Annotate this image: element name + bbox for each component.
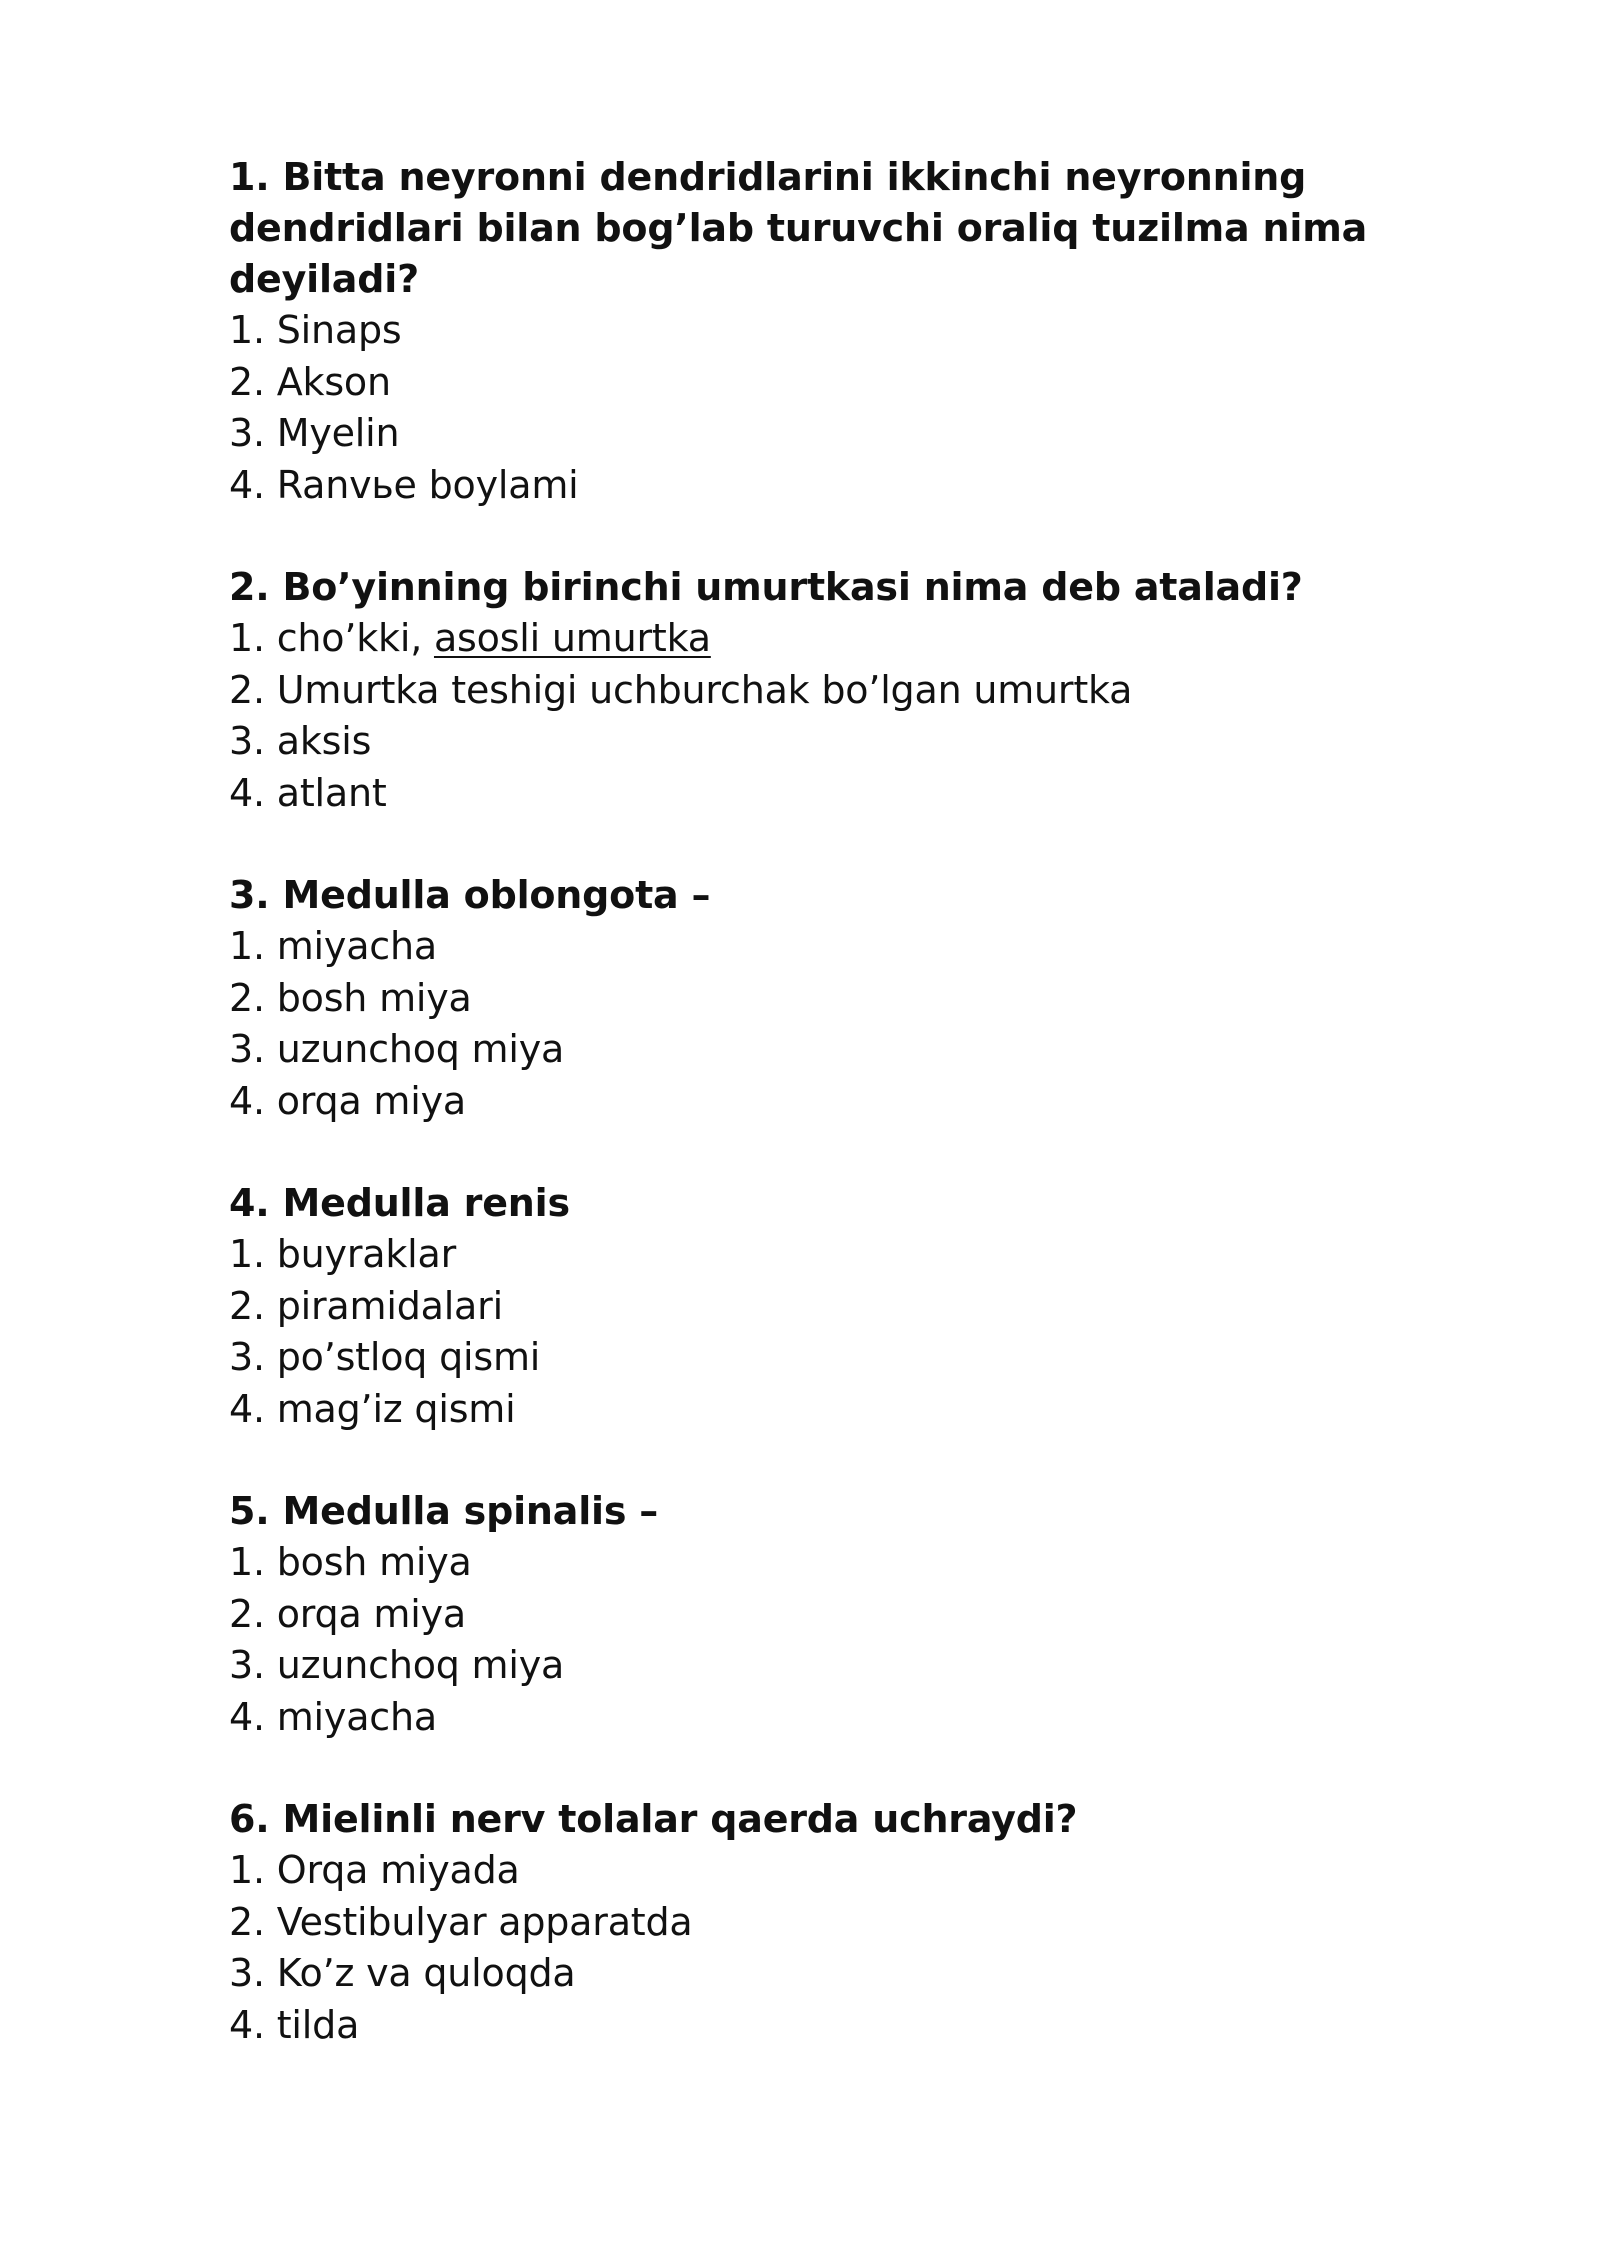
underlined-text: asosli umurtka xyxy=(433,616,711,660)
option-text: 1. cho’kki, xyxy=(229,616,434,660)
option-item: 3. aksis xyxy=(229,719,372,763)
option-item: 4. Ranvье boylami xyxy=(229,462,579,507)
question-3 xyxy=(229,870,1440,1127)
option-item: 4. mag’iz qismi xyxy=(229,1386,516,1431)
question-5 xyxy=(229,1486,1440,1743)
option-item: 1. miyacha xyxy=(229,924,437,968)
option-item: 2. Vestibulyar apparatda xyxy=(229,1899,693,1944)
option-item: 2. bosh miya xyxy=(229,975,472,1020)
question-1 xyxy=(229,152,1440,511)
option-item: 3. Ko’z va quloqda xyxy=(229,1951,576,1995)
option-item: 1. buyraklar xyxy=(229,1232,457,1276)
option-list xyxy=(229,613,1440,819)
option-item: 2. Akson xyxy=(229,359,391,404)
option-list xyxy=(229,305,1440,511)
question-6 xyxy=(229,1794,1440,2051)
question-title: 4. Medulla renis xyxy=(229,1181,570,1225)
option-item: 2. Umurtka teshigi uchburchak bo’lgan umurtka xyxy=(229,667,1133,712)
question-4 xyxy=(229,1178,1440,1435)
option-item: 2. orqa miya xyxy=(229,1591,466,1636)
question-title: 6. Mielinli nerv tolalar qaerda uchraydi? xyxy=(229,1797,1078,1841)
question-title: 5. Medulla spinalis – xyxy=(229,1489,659,1533)
option-item: 4. atlant xyxy=(229,770,387,815)
question-2 xyxy=(229,562,1440,819)
option-item: 3. Myelin xyxy=(229,411,400,455)
option-item xyxy=(229,613,1440,665)
option-item: 1. bosh miya xyxy=(229,1540,472,1584)
option-item: 4. tilda xyxy=(229,2002,360,2047)
option-list xyxy=(229,1537,1440,1743)
option-item: 4. orqa miya xyxy=(229,1078,466,1123)
option-list xyxy=(229,921,1440,1127)
question-title: 1. Bitta neyronni dendridlarini ikkinchi neyronning dendridlari bilan bog’lab turuvchi oraliq tuzilma nima deyiladi? xyxy=(229,155,1368,301)
question-title: 2. Bo’yinning birinchi umurtkasi nima deb ataladi? xyxy=(229,565,1303,609)
option-item: 3. uzunchoq miya xyxy=(229,1643,565,1687)
option-item: 3. po’stloq qismi xyxy=(229,1335,541,1379)
option-item: 4. miyacha xyxy=(229,1694,437,1739)
option-list xyxy=(229,1229,1440,1435)
option-item: 2. piramidalari xyxy=(229,1283,503,1328)
option-item: 3. uzunchoq miya xyxy=(229,1027,565,1071)
question-title: 3. Medulla oblongota – xyxy=(229,873,711,917)
option-list xyxy=(229,1845,1440,2051)
option-item: 1. Sinaps xyxy=(229,308,402,352)
option-item: 1. Orqa miyada xyxy=(229,1848,520,1892)
